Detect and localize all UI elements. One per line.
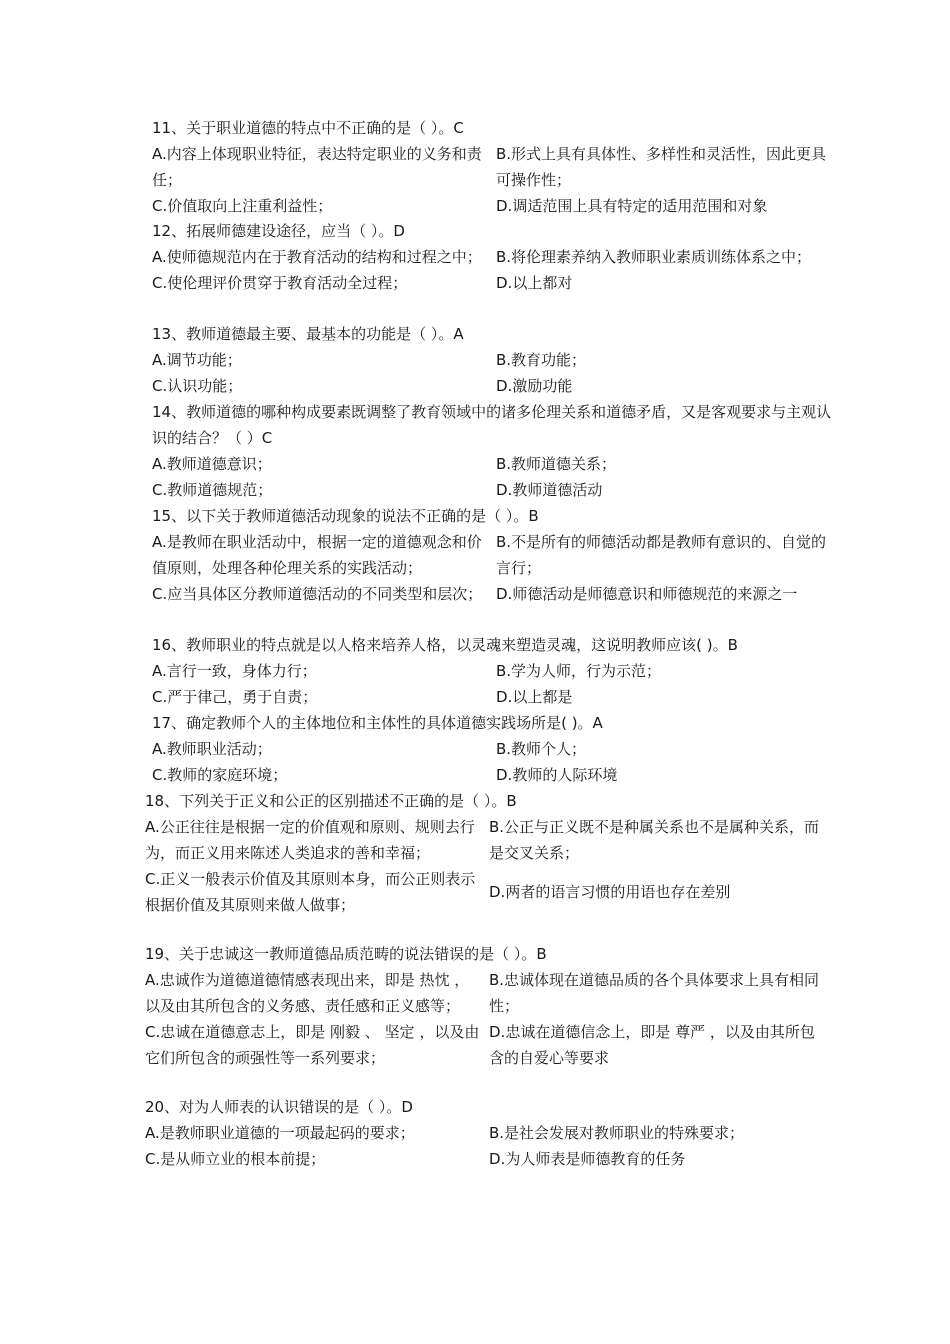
- option-a: A.教师职业活动；: [152, 740, 272, 758]
- option-b: B.学为人师，行为示范；: [496, 662, 662, 680]
- question-12: [152, 218, 842, 296]
- option-d: D.师德活动是师德意识和师德规范的来源之一: [496, 585, 798, 603]
- option-c: C.教师道德规范；: [152, 481, 273, 499]
- option-c: C.严于律己，勇于自责；: [152, 688, 318, 706]
- question-stem: 17、确定教师个人的主体地位和主体性的具体道德实践场所是( )。A: [152, 714, 603, 732]
- question-stem: 16、教师职业的特点就是以人格来培养人格，以灵魂来塑造灵魂，这说明教师应该( )。B: [152, 636, 738, 654]
- option-b: B.教师个人；: [496, 740, 587, 758]
- option-c: C.认识功能；: [152, 377, 243, 395]
- option-a: A.教师道德意识；: [152, 455, 272, 473]
- option-d: D.教师的人际环境: [496, 766, 618, 784]
- question-11: [152, 115, 842, 219]
- option-d: D.调适范围上具有特定的适用范围和对象: [496, 197, 768, 215]
- question-stem: 14、教师道德的哪种构成要素既调整了教育领域中的诸多伦理关系和道德矛盾，又是客观要求与主观认识的结合？（ ）C: [152, 403, 832, 447]
- question-13: [152, 321, 842, 399]
- option-c: C.应当具体区分教师道德活动的不同类型和层次；: [152, 585, 483, 603]
- question-16: [152, 632, 842, 710]
- option-b: B.形式上具有具体性、多样性和灵活性，因此更具可操作性；: [496, 145, 827, 189]
- question-stem: 11、关于职业道德的特点中不正确的是（ ）。C: [152, 119, 464, 137]
- option-b: B.是社会发展对教师职业的特殊要求；: [489, 1124, 745, 1142]
- option-a: A.言行一致，身体力行；: [152, 662, 317, 680]
- question-19: [145, 941, 835, 1071]
- option-c: C.教师的家庭环境；: [152, 766, 288, 784]
- question-stem: 15、以下关于教师道德活动现象的说法不正确的是（ ）。B: [152, 507, 539, 525]
- option-d: D.教师道德活动: [496, 481, 603, 499]
- question-15: [152, 503, 842, 607]
- option-b: B.教师道德关系；: [496, 455, 617, 473]
- option-d: D.以上都是: [496, 688, 573, 706]
- option-b: B.公正与正义既不是种属关系也不是属种关系，而是交叉关系；: [489, 818, 820, 862]
- question-stem: 20、对为人师表的认识错误的是（ ）。D: [145, 1098, 413, 1116]
- option-d: D.两者的语言习惯的用语也存在差别: [489, 883, 731, 901]
- option-c: C.是从师立业的根本前提；: [145, 1150, 326, 1168]
- question-stem: 18、下列关于正义和公正的区别描述不正确的是（ ）。B: [145, 792, 517, 810]
- option-c: C.使伦理评价贯穿于教育活动全过程；: [152, 274, 408, 292]
- question-17: [152, 710, 842, 788]
- option-c: C.正义一般表示价值及其原则本身，而公正则表示根据价值及其原则来做人做事；: [145, 870, 476, 914]
- option-b: B.教育功能；: [496, 351, 587, 369]
- question-18: [145, 788, 835, 918]
- question-stem: 13、教师道德最主要、最基本的功能是（ ）。A: [152, 325, 464, 343]
- option-b: B.将伦理素养纳入教师职业素质训练体系之中；: [496, 248, 812, 266]
- option-a: A.内容上体现职业特征，表达特定职业的义务和责任；: [152, 145, 482, 189]
- option-a: A.公正往往是根据一定的价值观和原则、规则去行为，而正义用来陈述人类追求的善和幸福；: [145, 818, 475, 862]
- option-c: C.忠诚在道德意志上，即是 刚毅 、 坚定 ，以及由它们所包含的顽强性等一系列要求；: [145, 1023, 480, 1067]
- option-a: A.使师德规范内在于教育活动的结构和过程之中；: [152, 248, 482, 266]
- question-14: [152, 399, 842, 503]
- option-d: D.以上都对: [496, 274, 573, 292]
- option-b: B.忠诚体现在道德品质的各个具体要求上具有相同性；: [489, 971, 820, 1015]
- question-stem: 19、关于忠诚这一教师道德品质范畴的说法错误的是（ ）。B: [145, 945, 547, 963]
- option-d: D.忠诚在道德信念上，即是 尊严 ，以及由其所包含的自爱心等要求: [489, 1023, 815, 1067]
- question-stem: 12、拓展师德建设途径，应当（ ）。D: [152, 222, 405, 240]
- option-a: A.调节功能；: [152, 351, 242, 369]
- option-a: A.是教师职业道德的一项最起码的要求；: [145, 1124, 415, 1142]
- question-20: [145, 1094, 835, 1172]
- option-d: D.激励功能: [496, 377, 573, 395]
- option-a: A.是教师在职业活动中，根据一定的道德观念和价值原则，处理各种伦理关系的实践活动；: [152, 533, 482, 577]
- option-b: B.不是所有的师德活动都是教师有意识的、自觉的言行；: [496, 533, 827, 577]
- option-c: C.价值取向上注重利益性；: [152, 197, 333, 215]
- option-d: D.为人师表是师德教育的任务: [489, 1150, 686, 1168]
- option-a: A.忠诚作为道德道德情感表现出来，即是 热忱 ，以及由其所包含的义务感、责任感和正义感等；: [145, 971, 470, 1015]
